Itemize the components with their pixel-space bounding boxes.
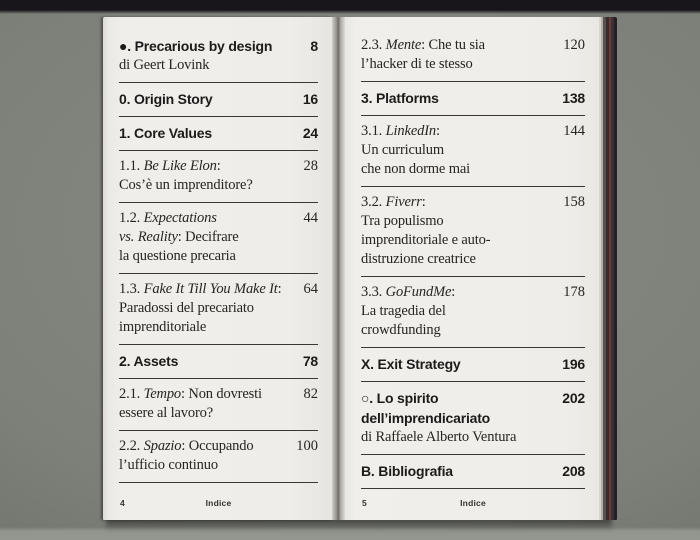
book-gutter <box>332 17 345 520</box>
entry-page-number: 196 <box>562 356 585 372</box>
toc-entry <box>119 30 318 83</box>
toc-entry <box>119 274 318 345</box>
toc-entry <box>119 83 318 117</box>
entry-title: 2. Assets <box>119 353 179 369</box>
toc-entry <box>361 187 585 277</box>
toc-entry <box>361 348 585 382</box>
entry-page-number: 16 <box>302 91 318 107</box>
page-right <box>345 17 599 520</box>
folio-number: 5 <box>362 498 367 508</box>
entry-title: 1.1. Be Like Elon: Cos’è un imprenditore? <box>119 158 253 193</box>
entry-page-number: 44 <box>303 210 318 226</box>
entry-title: 3.2. Fiverr: Tra populismo imprenditoriale e auto- distruzione creatrice <box>361 194 491 267</box>
toc-entry <box>119 203 318 274</box>
toc-entry <box>361 382 585 455</box>
footer-label: Indice <box>460 498 486 508</box>
toc-entry <box>119 379 318 431</box>
entry-title: 2.3. Mente: Che tu sia l’hacker di te stesso <box>361 37 485 72</box>
entry-page-number: 202 <box>562 390 585 406</box>
entry-title: 1. Core Values <box>119 125 212 141</box>
toc-entry <box>119 431 318 483</box>
toc-entry <box>361 82 585 116</box>
entry-title: 1.3. Fake It Till You Make It: Paradossi del precariato imprenditoriale <box>119 281 282 335</box>
entry-page-number: 138 <box>562 90 585 106</box>
toc-entry <box>119 151 318 203</box>
entry-page-number: 120 <box>563 37 585 53</box>
entry-page-number: 178 <box>563 284 585 300</box>
entry-page-number: 64 <box>303 281 318 297</box>
entry-title: ●. Precarious by design di Geert Lovink <box>119 38 273 73</box>
toc-entry <box>119 117 318 151</box>
entry-page-number: 158 <box>563 194 585 210</box>
entry-page-number: 82 <box>303 386 318 402</box>
entry-title: B. Bibliografia <box>361 463 453 479</box>
entry-title: 3.1. LinkedIn: Un curriculum che non dorme mai <box>361 123 470 177</box>
page-footer <box>361 497 585 510</box>
toc-entry <box>361 30 585 82</box>
entry-page-number: 100 <box>296 438 318 454</box>
entry-page-number: 28 <box>303 158 318 174</box>
entry-page-number: 24 <box>302 125 318 141</box>
toc-rows <box>361 30 585 489</box>
entry-title: 0. Origin Story <box>119 91 213 107</box>
toc-entry <box>119 345 318 379</box>
entry-page-number: 208 <box>562 463 585 479</box>
entry-title: 2.1. Tempo: Non dovresti essere al lavoro? <box>119 386 262 421</box>
page-footer <box>119 497 318 510</box>
toc-entry <box>361 116 585 187</box>
toc-rows <box>119 30 318 483</box>
entry-title: 3.3. GoFundMe: La tragedia del crowdfunding <box>361 284 456 338</box>
entry-page-number: 8 <box>310 38 318 54</box>
toc-entry <box>361 455 585 489</box>
entry-page-number: 144 <box>563 123 585 139</box>
entry-title: X. Exit Strategy <box>361 356 461 372</box>
folio-number: 4 <box>120 498 125 508</box>
page-left <box>103 17 332 520</box>
footer-label: Indice <box>205 498 232 508</box>
entry-title: 2.2. Spazio: Occupando l’ufficio continuo <box>119 438 254 473</box>
entry-title: 1.2. Expectations vs. Reality: Decifrare la questione precaria <box>119 210 239 264</box>
toc-entry <box>361 277 585 348</box>
entry-title: 3. Platforms <box>361 90 439 106</box>
open-book <box>103 17 617 520</box>
entry-title: ○. Lo spirito dell’imprendicariato di Raffaele Alberto Ventura <box>361 390 517 445</box>
book-fore-edge <box>599 17 617 520</box>
entry-page-number: 78 <box>302 353 318 369</box>
